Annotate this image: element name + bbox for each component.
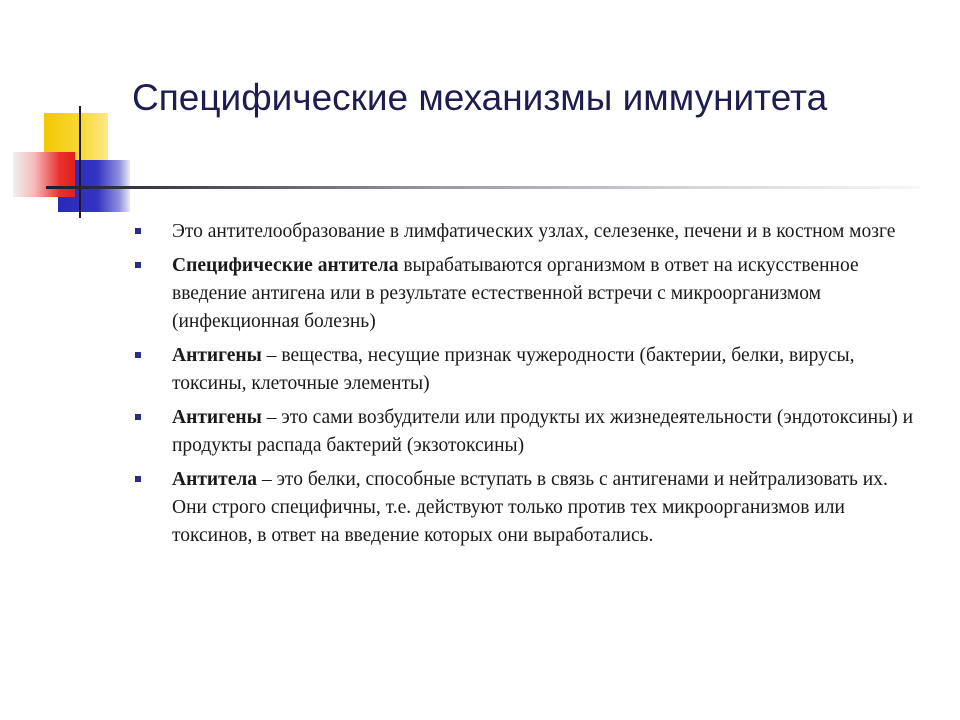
bullet-square-icon [135, 352, 141, 358]
bullet-term: Антитела [172, 469, 258, 490]
bullet-list [132, 218, 922, 556]
bullet-item [132, 218, 922, 246]
bullet-item [132, 404, 922, 460]
decor-vertical-line [79, 106, 81, 218]
bullet-term: Антигены [172, 407, 262, 428]
bullet-item [132, 342, 922, 398]
bullet-text: – это белки, способные вступать в связь с антигенами и нейтрализовать их. Они строго специфичны, т.е. действуют только против тех микроорганизмов или токсинов, в ответ на введение которых они выработались. [172, 469, 888, 546]
title-underline [46, 186, 920, 189]
bullet-item [132, 466, 922, 550]
bullet-term: Антигены [172, 345, 262, 366]
bullet-text: – это сами возбудители или продукты их жизнедеятельности (эндотоксины) и продукты распада бактерий (экзотоксины) [172, 407, 914, 456]
bullet-text: вырабатываются организмом в ответ на искусственное введение антигена или в результате естественной встречи с микроорганизмом (инфекционная болезнь) [172, 255, 859, 332]
bullet-square-icon [135, 476, 141, 482]
bullet-square-icon [135, 262, 141, 268]
bullet-item [132, 252, 922, 336]
bullet-square-icon [135, 228, 141, 234]
decor-red-square [13, 152, 75, 197]
bullet-text: – вещества, несущие признак чужеродности (бактерии, белки, вирусы, токсины, клеточные элементы) [172, 345, 855, 394]
bullet-term: Специфические антитела [172, 255, 399, 276]
bullet-square-icon [135, 414, 141, 420]
bullet-text: Это антителообразование в лимфатических узлах, селезенке, печени и в костном мозге [172, 221, 896, 242]
slide-title: Специфические механизмы иммунитета [132, 77, 828, 118]
